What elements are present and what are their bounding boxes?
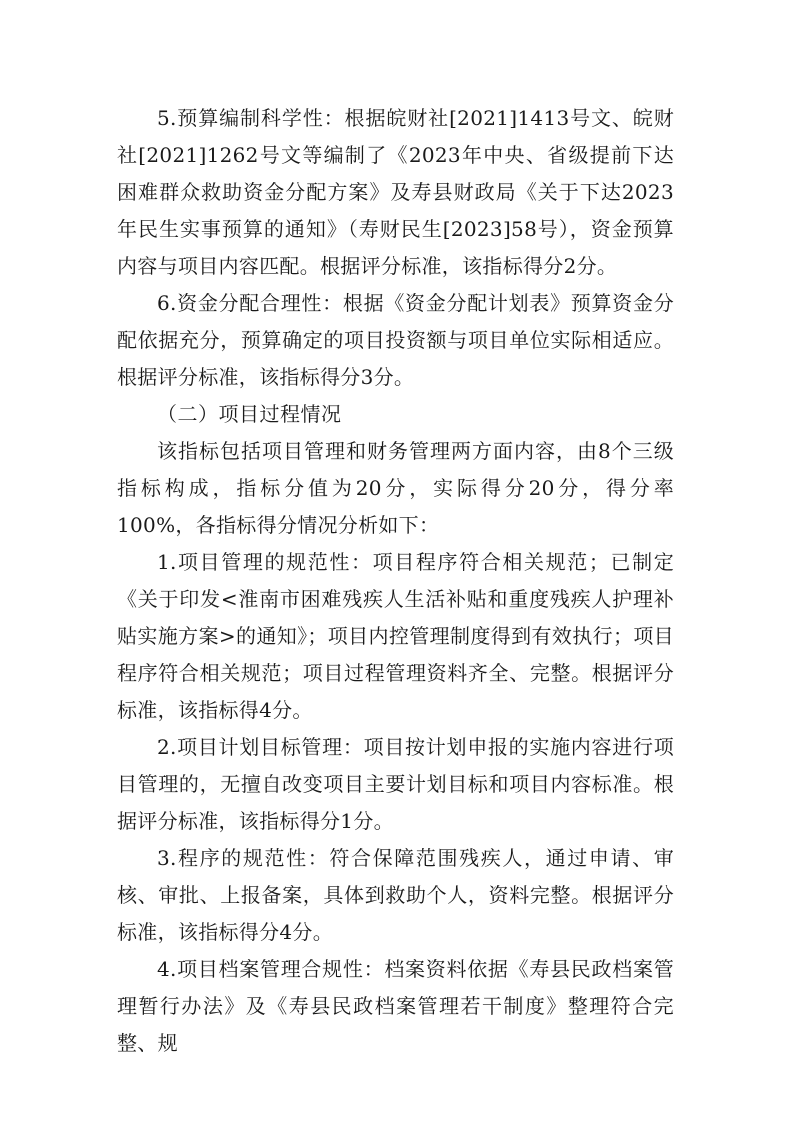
paragraph-process-overview: 该指标包括项目管理和财务管理两方面内容，由8个三级指标构成，指标分值为20分，实际得分20分，得分率100%，各指标得分情况分析如下： <box>117 439 674 537</box>
paragraph-procedure-standard: 3.程序的规范性：符合保障范围残疾人，通过申请、审核、审批、上报备案，具体到救助个人，资料完整。根据评分标准，该指标得分4分。 <box>117 846 674 944</box>
paragraph-fund-allocation: 6.资金分配合理性：根据《资金分配计划表》预算资金分配依据充分，预算确定的项目投资额与项目单位实际相适应。根据评分标准，该指标得分3分。 <box>117 291 674 389</box>
section-heading-project-process: （二）项目过程情况 <box>157 402 342 426</box>
paragraph-budget-preparation: 5.预算编制科学性：根据皖财社[2021]1413号文、皖财社[2021]1262号文等编制了《2023年中央、省级提前下达困难群众救助资金分配方案》及寿县财政局《关于下达2023年民生实事预算的通知》（寿财民生[2023]58号），资金预算内容与项目内容匹配。根据评分标准，该指标得分2分。 <box>117 106 674 278</box>
document-body <box>117 100 674 1062</box>
paragraph-management-standard: 1.项目管理的规范性：项目程序符合相关规范；已制定《关于印发<淮南市困难残疾人生活补贴和重度残疾人护理补贴实施方案>的通知》；项目内控管理制度得到有效执行；项目程序符合相关规范；项目过程管理资料齐全、完整。根据评分标准，该指标得4分。 <box>117 550 674 722</box>
paragraph-archive-management: 4.项目档案管理合规性：档案资料依据《寿县民政档案管理暂行办法》及《寿县民政档案管理若干制度》整理符合完整、规 <box>117 957 674 1055</box>
paragraph-plan-target: 2.项目计划目标管理：项目按计划申报的实施内容进行项目管理的，无擅自改变项目主要计划目标和项目内容标准。根据评分标准，该指标得分1分。 <box>117 735 674 833</box>
